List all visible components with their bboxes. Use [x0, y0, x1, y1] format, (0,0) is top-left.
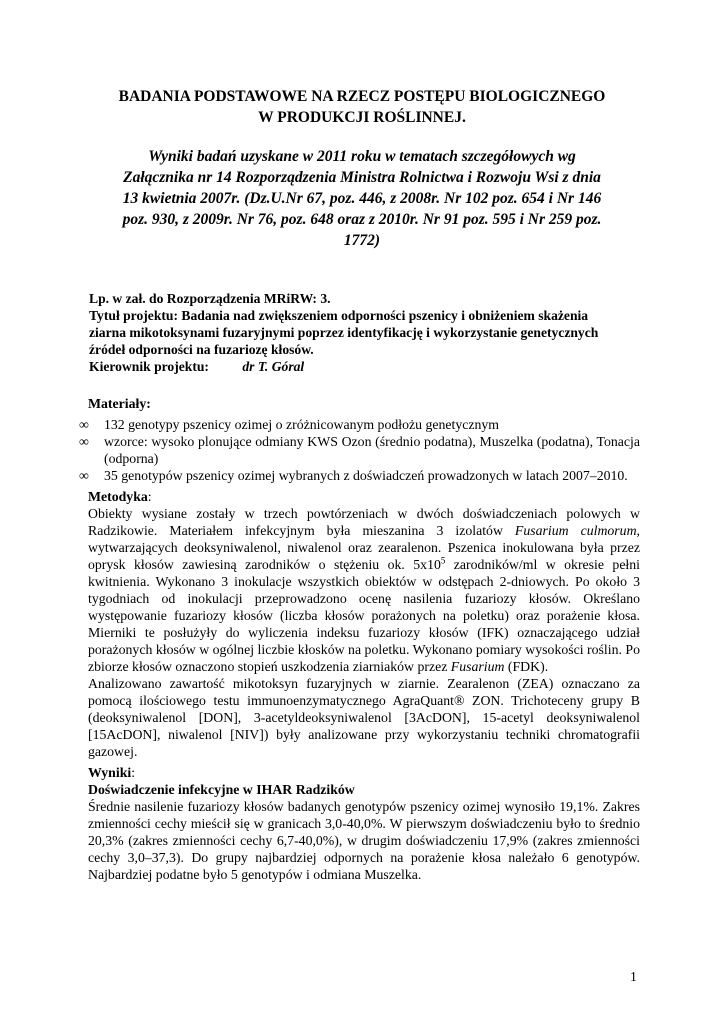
materials-list: [79, 416, 640, 484]
results-subheading: Doświadczenie infekcyjne w IHAR Radzików: [88, 782, 355, 797]
project-title-line: ziarna mikotoksynami fuzaryjnymi poprzez identyfikację i wykorzystanie genetycznych: [89, 325, 599, 340]
title-line-2: W PRODUKCJI ROŚLINNEJ.: [258, 109, 466, 126]
list-item: [79, 416, 640, 433]
subtitle-line: 13 kwietnia 2007r. (Dz.U.Nr 67, poz. 446, z 2008r. Nr 102 poz. 654 i Nr 146: [122, 190, 602, 207]
subtitle-line: Wyniki badań uzyskane w 2011 roku w tematach szczegółowych wg: [148, 148, 576, 165]
project-lp: Lp. w zał. do Rozporządzenia MRiRW: 3.: [89, 291, 331, 306]
methods-heading: Metodyka:: [88, 489, 152, 504]
methods-paragraph-1: Obiekty wysiane zostały w trzech powtórzeniach w dwóch doświadczeniach polowych w Radzikowie. Materiałem infekcyjnym była mieszanina 3 izolatów Fusarium culmorum, wytwarzających deoksyniwalenol, niwalenol oraz zearalenon. Pszenica inokulowana była przez oprysk kłosów zawiesiną zarodników o stężeniu ok. $5x10^5$ zarodników/ml w okresie pełni kwitnienia. Wykonano 3 inokulacje wszystkich obiektów w odstępach 2-dniowych. Po około 3 tygodniach od inokulacji przeprowadzono ocenę nasilenia fuzariozy kłosów. Określano występowanie fuzariozy kłosów (liczba kłosów porażonych na poletku) oraz porażenie kłosa. Mierniki te posłużyły do wyliczenia indeksu fuzariozy kłosów (IFK) oznaczającego udział porażonych kłosów w ogólnej liczbie kłosków na poletku. Wykonano pomiary wysokości roślin. Po zbiorze kłosów oznaczono stopień uszkodzenia ziarniaków przez Fusarium (FDK).: [88, 506, 641, 674]
project-manager-label: Kierownik projektu:: [89, 359, 209, 374]
list-item-text: 35 genotypów pszenicy ozimej wybranych z doświadczeń prowadzonych w latach 2007–2010.: [104, 468, 628, 483]
project-manager: [89, 358, 649, 375]
list-item-text: 132 genotypy pszenicy ozimej o zróżnicowanym podłożu genetycznym: [104, 417, 500, 432]
list-item: [79, 433, 640, 467]
infinity-bullet-icon: ∞: [79, 468, 89, 483]
project-manager-name: dr T. Góral: [242, 359, 305, 374]
project-title-line: Tytuł projektu: Badania nad zwiększeniem odporności pszenicy i obniżeniem skażenia: [89, 308, 589, 323]
page-number: 1: [630, 969, 637, 984]
document-title: [60, 86, 664, 128]
list-item-text: wzorce: wysoko plonujące odmiany KWS Ozon (średnio podatna), Muszelka (podatna), Tonacja (odporna): [104, 434, 640, 466]
subtitle-line: 1772): [343, 232, 381, 249]
title-line-1: BADANIA PODSTAWOWE NA RZECZ POSTĘPU BIOLOGICZNEGO: [118, 88, 606, 105]
infinity-bullet-icon: ∞: [79, 417, 89, 432]
document-body: [79, 395, 641, 883]
list-item: [79, 467, 640, 484]
subtitle-line: Załącznika nr 14 Rozporządzenia Ministra Rolnictwa i Rozwoju Wsi z dnia: [123, 169, 601, 186]
results-paragraph-1: Średnie nasilenie fuzariozy kłosów badanych genotypów pszenicy ozimej wynosiło 19,1%. Zakres zmienności cechy mieścił się w granicach 3,0-40,0%. W pierwszym doświadczeniu było to średnio 20,3% (zakres zmienności cechy 6,7-40,0%), w drugim doświadczeniu 17,9% (zakres zmienności cechy 3,0–37,3). Do grupy najbardziej odpornych na porażenie kłosa należało 6 genotypów. Najbardziej podatne było 5 genotypów i odmiana Muszelka.: [88, 799, 640, 882]
subtitle-line: poz. 930, z 2009r. Nr 76, poz. 648 oraz z 2010r. Nr 91 poz. 595 i Nr 259 poz.: [122, 211, 602, 228]
methods-paragraph-2: Analizowano zawartość mikotoksyn fuzaryjnych w ziarnie. Zearalenon (ZEA) oznaczano za pomocą ilościowego testu immunoenzymatycznego AgraQuant® ZON. Trichoteceny grupy B (deoksyniwalenol [DON], 3-acetyldeoksyniwalenol [3AcDON], 15-acetyl deoksyniwalenol [15AcDON], niwalenol [NIV]) były analizowane przy wykorzystaniu techniki chromatografii gazowej.: [88, 676, 640, 759]
project-info: [89, 290, 649, 375]
project-title-line: źródeł odporności na fuzariozę kłosów.: [89, 342, 314, 357]
infinity-bullet-icon: ∞: [79, 434, 89, 449]
results-heading: Wyniki:: [88, 765, 136, 780]
materials-heading: Materiały:: [88, 396, 151, 411]
document-subtitle: [82, 146, 642, 251]
